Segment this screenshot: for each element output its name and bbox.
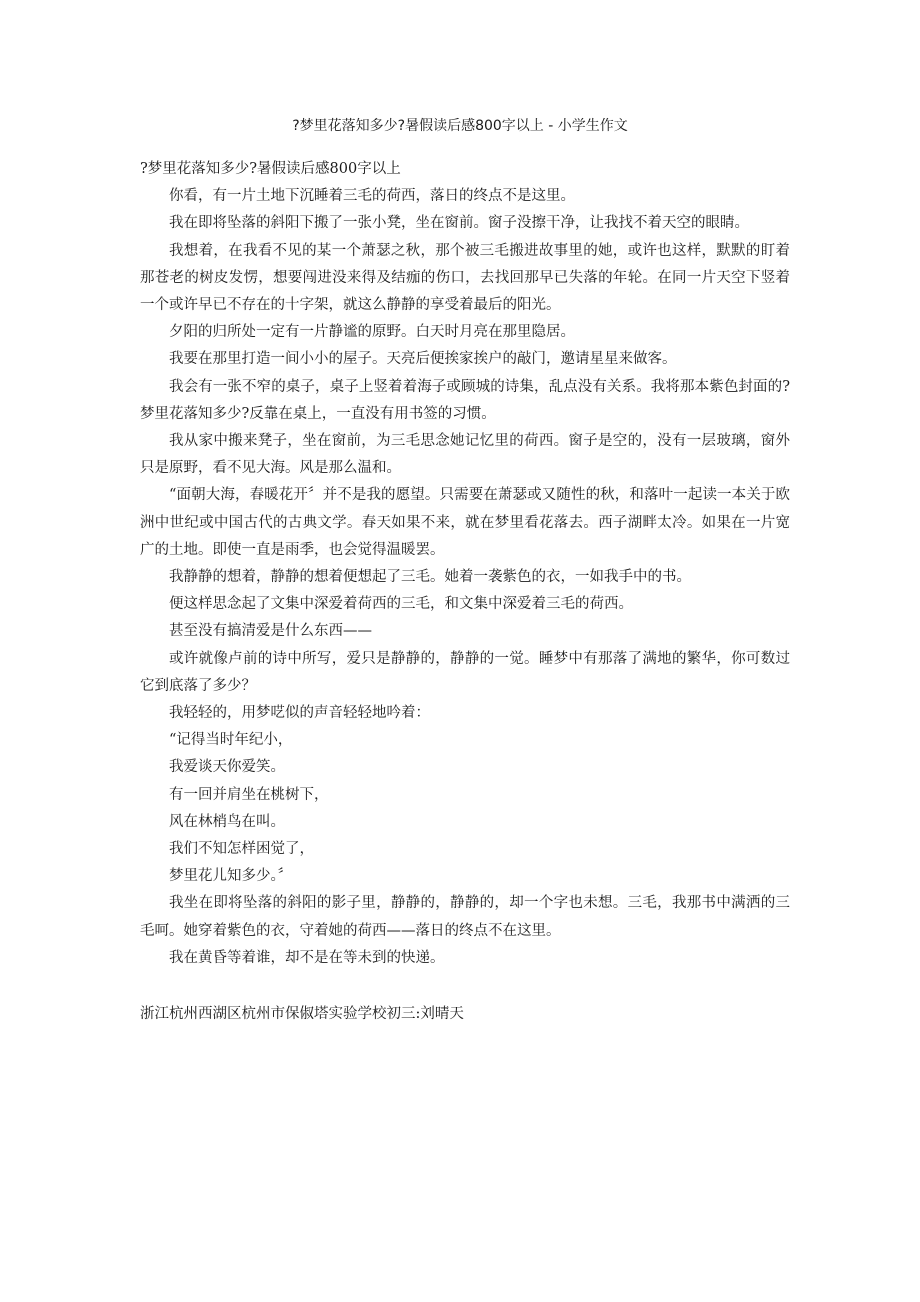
poem-line: 我爱谈天你爱笑。: [169, 759, 285, 776]
paragraph: 我坐在即将坠落的斜阳的影子里，静静的，静静的，却一个字也未想。三毛，我那书中满洒的三毛呵。她穿着紫色的衣，守着她的荷西——落日的终点不在这里。: [140, 895, 790, 939]
paragraph: 我静静的想着，静静的想着便想起了三毛。她着一袭紫色的衣，一如我手中的书。: [169, 569, 691, 586]
paragraph: 或许就像卢前的诗中所写，爱只是静静的，静静的一觉。睡梦中有那落了满地的繁华，你可数过它到底落了多少？: [140, 650, 790, 694]
paragraph: 我在即将坠落的斜阳下搬了一张小凳，坐在窗前。窗子没擦干净，让我找不着天空的眼睛。: [169, 215, 749, 232]
poem-line: 风在林梢鸟在叫。: [169, 813, 285, 830]
paragraph: “面朝大海，春暖花开〞并不是我的愿望。只需要在萧瑟或又随性的秋，和落叶一起读一本关于欧洲中世纪或中国古代的古典文学。春天如果不来，就在梦里看花落去。西子湖畔太冷。如果在一片宽广的土地。即使一直是雨季，也会觉得温暖罢。: [140, 487, 790, 558]
paragraph: 我从家中搬来凳子，坐在窗前，为三毛思念她记忆里的荷西。窗子是空的，没有一层玻璃，窗外只是原野，看不见大海。风是那么温和。: [140, 433, 790, 477]
poem-line: 有一回并肩坐在桃树下，: [169, 786, 329, 803]
paragraph: 甚至没有搞清爱是什么东西——: [169, 623, 372, 640]
paragraph: 我会有一张不窄的桌子，桌子上竖着着海子或顾城的诗集，乱点没有关系。我将那本紫色封面的?梦里花落知多少?反靠在桌上，一直没有用书签的习惯。: [140, 378, 790, 422]
poem-line: 梦里花儿知多少。〞: [169, 868, 293, 885]
page-title: ?梦里花落知多少?暑假读后感800字以上 - 小学生作文: [292, 118, 628, 134]
paragraph: 便这样思念起了文集中深爱着荷西的三毛，和文集中深爱着三毛的荷西。: [169, 596, 633, 613]
paragraph: 我轻轻的，用梦呓似的声音轻轻地吟着：: [169, 705, 430, 722]
article-body: [140, 156, 790, 1028]
paragraph: 我想着，在我看不见的某一个萧瑟之秋，那个被三毛搬进故事里的她，或许也这样，默默的盯着那苍老的树皮发愣，想要闯进没来得及结痂的伤口，去找回那早已失落的年轮。在同一片天空下竖着一个或许早已不存在的十字架，就这么静静的享受着最后的阳光。: [140, 242, 790, 314]
paragraph: 我在黄昏等着谁，却不是在等未到的快递。: [169, 949, 445, 966]
paragraph: 我要在那里打造一间小小的屋子。天亮后便挨家挨户的敲门，邀请星星来做客。: [169, 351, 677, 368]
poem-line: “记得当时年纪小，: [169, 732, 293, 749]
paragraph: 你看，有一片土地下沉睡着三毛的荷西，落日的终点不是这里。: [169, 188, 575, 205]
poem-line: 我们不知怎样困觉了，: [169, 841, 314, 858]
paragraph: 夕阳的归所处一定有一片静谧的原野。白天时月亮在那里隐居。: [169, 324, 575, 341]
author-line: 浙江杭州西湖区杭州市保俶塔实验学校初三:刘晴天: [140, 1006, 464, 1023]
article-heading: ?梦里花落知多少?暑假读后感800字以上: [140, 161, 401, 177]
poem-quote: [140, 727, 790, 890]
